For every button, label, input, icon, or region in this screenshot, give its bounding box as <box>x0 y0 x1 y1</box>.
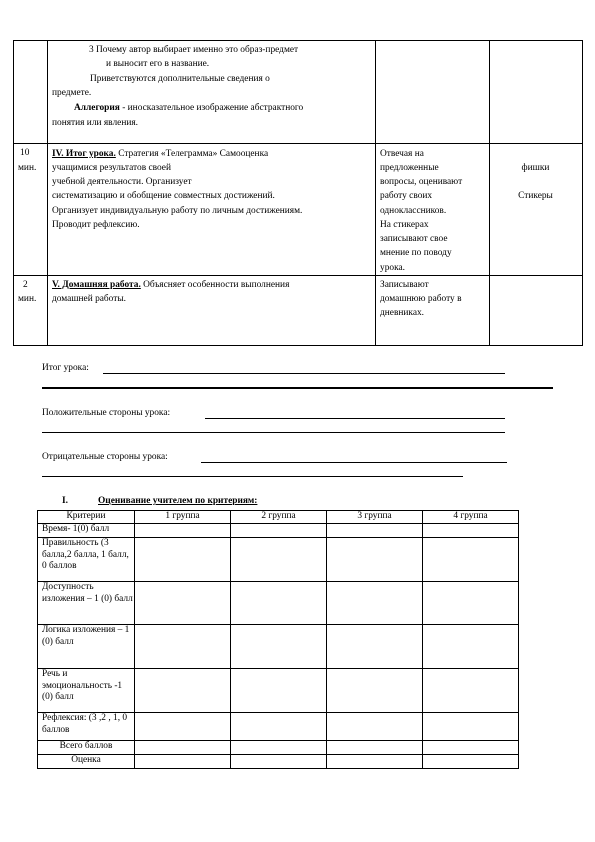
row2-teacher-text <box>52 148 268 161</box>
row1-line: предмете. <box>52 88 92 98</box>
column-header: Критерии <box>38 511 135 524</box>
row3-time: 2 <box>23 280 28 290</box>
score-cell[interactable] <box>135 713 231 741</box>
row1-line: Приветствуются дополнительные сведения о <box>90 74 270 84</box>
score-cell[interactable] <box>135 538 231 582</box>
negative-sides-label: Отрицательные стороны урока: <box>42 452 168 462</box>
table-row <box>38 755 519 769</box>
score-cell[interactable] <box>135 669 231 713</box>
score-cell[interactable] <box>135 582 231 625</box>
criterion-cell: Правильность (3 балла,2 балла, 1 балл, 0 баллов <box>38 538 135 582</box>
score-cell[interactable] <box>231 713 327 741</box>
column-header: 3 группа <box>327 511 423 524</box>
row3-student-line: домашнюю работу в <box>380 294 462 304</box>
table-row <box>38 741 519 755</box>
row3-student-line: дневниках. <box>380 308 425 318</box>
table-border <box>13 143 583 144</box>
row2-teacher-line: Проводит рефлексию. <box>52 220 140 230</box>
score-cell[interactable] <box>135 755 231 769</box>
evaluation-number: I. <box>62 496 68 506</box>
table-border <box>375 40 376 346</box>
lesson-result-label: Итог урока: <box>42 363 89 373</box>
score-cell[interactable] <box>231 582 327 625</box>
table-border <box>582 40 583 346</box>
row2-student-line: урока. <box>380 263 405 273</box>
row3-time-unit: мин. <box>18 294 37 304</box>
score-cell[interactable] <box>423 538 519 582</box>
grade-label-cell: Оценка <box>38 755 135 769</box>
score-cell[interactable] <box>231 538 327 582</box>
score-cell[interactable] <box>423 713 519 741</box>
criterion-cell: Логика изложения – 1 (0) балл <box>38 625 135 669</box>
row3-teacher-text <box>52 279 289 292</box>
score-cell[interactable] <box>327 582 423 625</box>
column-header: 1 группа <box>135 511 231 524</box>
score-cell[interactable] <box>231 741 327 755</box>
row2-student-line: предложенные <box>380 163 439 173</box>
row2-time-unit: мин. <box>18 163 37 173</box>
allegory-term: Аллегория <box>74 103 120 113</box>
row2-student-line: Отвечая на <box>380 149 424 159</box>
row2-teacher-line: систематизацию и обобщение совместных достижений. <box>52 191 275 201</box>
row1-line: и выносит его в название. <box>106 59 210 69</box>
row3-student-line: Записывают <box>380 280 429 290</box>
score-cell[interactable] <box>231 524 327 538</box>
score-cell[interactable] <box>231 625 327 669</box>
row2-teacher-line: учебной деятельности. Организует <box>52 177 192 187</box>
column-header: 2 группа <box>231 511 327 524</box>
row2-teacher-line: учащимися результатов своей <box>52 163 171 173</box>
positive-sides-fill-line-2 <box>42 432 505 433</box>
score-cell[interactable] <box>327 669 423 713</box>
score-cell[interactable] <box>327 524 423 538</box>
stage-description: Объясняет особенности выполнения <box>140 280 290 290</box>
row2-time: 10 <box>20 148 30 158</box>
table-row <box>38 713 519 741</box>
resource-chips: фишки <box>521 163 550 173</box>
allegory-definition <box>74 102 303 115</box>
score-cell[interactable] <box>423 755 519 769</box>
score-cell[interactable] <box>327 741 423 755</box>
stage-title: V. Домашняя работа. <box>52 280 141 290</box>
score-cell[interactable] <box>423 625 519 669</box>
row2-student-line: мнение по поводу <box>380 248 452 258</box>
score-cell[interactable] <box>423 741 519 755</box>
criterion-cell: Время- 1(0) балл <box>38 524 135 538</box>
table-border <box>47 40 48 346</box>
score-cell[interactable] <box>327 755 423 769</box>
row2-student-line: записывают свое <box>380 234 448 244</box>
score-cell[interactable] <box>423 669 519 713</box>
section-divider <box>42 387 553 389</box>
positive-sides-label: Положительные стороны урока: <box>42 408 171 418</box>
score-cell[interactable] <box>231 669 327 713</box>
allegory-text: - иносказательное изображение абстрактного <box>119 103 304 113</box>
score-cell[interactable] <box>135 741 231 755</box>
negative-sides-fill-line <box>201 462 507 463</box>
table-row <box>38 625 519 669</box>
evaluation-heading: Оценивание учителем по критериям: <box>98 496 258 506</box>
row2-student-line: одноклассников. <box>380 206 447 216</box>
table-header-row <box>38 511 519 524</box>
positive-sides-fill-line <box>205 418 505 419</box>
row1-line: понятия или явления. <box>52 118 139 128</box>
score-cell[interactable] <box>135 625 231 669</box>
criterion-cell: Рефлексия: (3 ,2 , 1, 0 баллов <box>38 713 135 741</box>
negative-sides-fill-line-2 <box>42 476 463 477</box>
table-border <box>13 40 583 41</box>
resource-stickers: Стикеры <box>518 191 553 201</box>
score-cell[interactable] <box>423 524 519 538</box>
table-row <box>38 582 519 625</box>
score-cell[interactable] <box>327 713 423 741</box>
row2-student-line: На стикерах <box>380 220 429 230</box>
table-row <box>38 524 519 538</box>
row2-student-line: работу своих <box>380 191 433 201</box>
lesson-result-fill-line <box>103 373 505 374</box>
row1-line: 3 Почему автор выбирает именно это образ-предмет <box>89 45 299 55</box>
score-cell[interactable] <box>327 625 423 669</box>
column-header: 4 группа <box>423 511 519 524</box>
score-cell[interactable] <box>423 582 519 625</box>
table-border <box>13 40 14 346</box>
table-row <box>38 538 519 582</box>
criterion-cell: Доступность изложения – 1 (0) балл <box>38 582 135 625</box>
stage-description: Стратегия «Телеграмма» Самооценка <box>115 149 269 159</box>
stage-title: IV. Итог урока. <box>52 149 116 159</box>
table-border <box>13 345 583 346</box>
score-cell[interactable] <box>135 524 231 538</box>
row2-student-line: вопросы, оценивают <box>380 177 463 187</box>
total-label-cell: Всего баллов <box>38 741 135 755</box>
score-cell[interactable] <box>231 755 327 769</box>
table-row <box>38 669 519 713</box>
evaluation-table <box>37 510 519 769</box>
row2-teacher-line: Организует индивидуальную работу по личным достижениям. <box>52 206 303 216</box>
criterion-cell: Речь и эмоциональность -1 (0) балл <box>38 669 135 713</box>
row3-teacher-line: домашней работы. <box>52 294 126 304</box>
score-cell[interactable] <box>327 538 423 582</box>
table-border <box>13 275 583 276</box>
